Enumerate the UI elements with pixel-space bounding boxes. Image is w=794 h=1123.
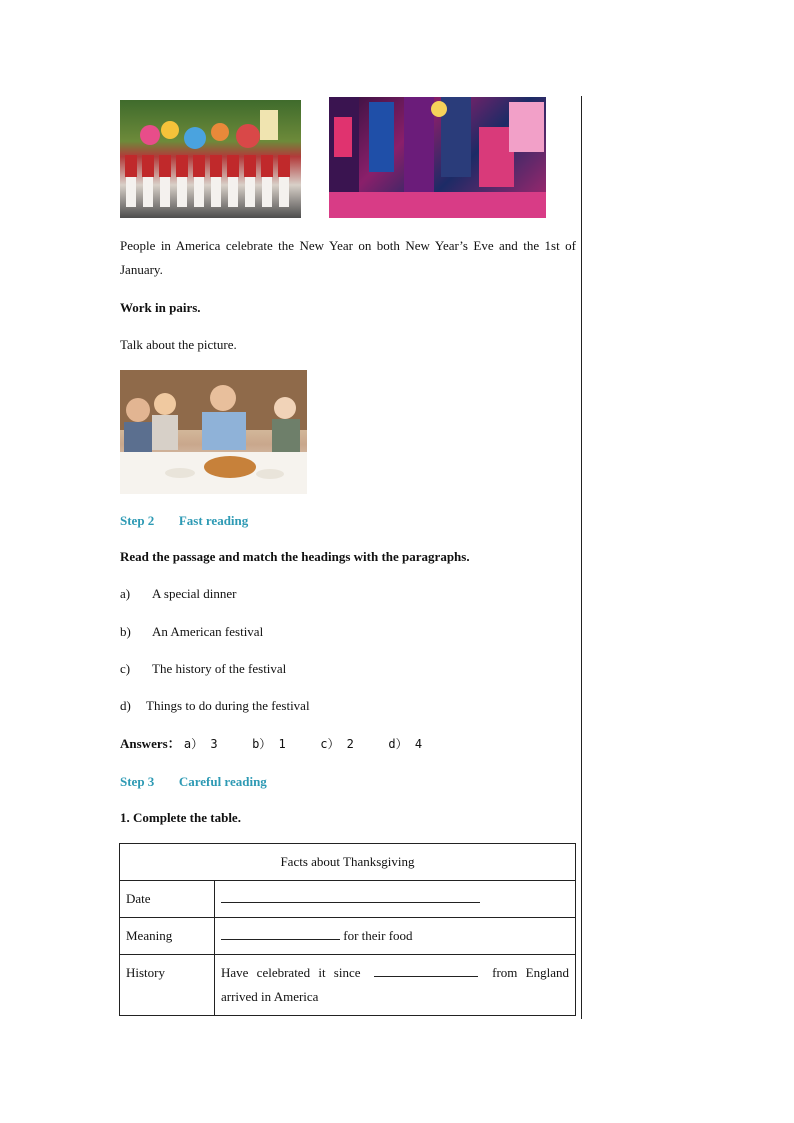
history-suffix: from England	[492, 965, 569, 980]
match-instruction: Read the passage and match the headings with the paragraphs.	[120, 549, 470, 564]
table-row	[120, 918, 576, 955]
complete-table-task: 1. Complete the table.	[120, 810, 241, 825]
step3-label: Step 3	[120, 774, 155, 789]
date-answer-cell	[215, 881, 576, 918]
heading-item-c	[120, 657, 287, 681]
answer-b: b） 1	[252, 737, 286, 751]
family-dinner-photo	[120, 370, 307, 494]
step3-heading	[120, 774, 267, 790]
page-right-border	[581, 96, 582, 1019]
table-row	[120, 844, 576, 881]
heading-item-a	[120, 582, 237, 606]
history-answer-cell	[215, 955, 576, 1016]
answer-a: a） 3	[183, 737, 218, 751]
step2-title: Fast reading	[178, 513, 249, 528]
meaning-suffix: for their food	[343, 928, 413, 943]
heading-letter: b)	[120, 624, 131, 639]
history-prefix: Have celebrated it since	[221, 965, 361, 980]
answers-line	[120, 732, 422, 756]
heading-item-b	[120, 620, 264, 644]
intro-paragraph: People in America celebrate the New Year on both New Year’s Eve and the 1st of January.	[120, 238, 576, 277]
row-label-date: Date	[120, 881, 215, 918]
history-blank[interactable]	[374, 962, 478, 977]
times-square-photo	[329, 97, 546, 218]
step2-label: Step 2	[120, 513, 155, 528]
answers-label: Answers：	[120, 736, 181, 751]
answer-c: c） 2	[320, 737, 354, 751]
table-row	[120, 881, 576, 918]
step3-title: Careful reading	[178, 774, 267, 789]
heading-letter: a)	[120, 586, 131, 601]
heading-text: Things to do during the festival	[146, 698, 310, 713]
table-title: Facts about Thanksgiving	[120, 844, 576, 881]
heading-letter: c)	[120, 661, 131, 676]
history-line2: arrived in America	[221, 989, 319, 1004]
heading-text: An American festival	[152, 624, 264, 639]
heading-item-d	[120, 694, 310, 718]
answer-d: d） 4	[388, 737, 423, 751]
step2-heading	[120, 513, 248, 529]
meaning-blank[interactable]	[221, 925, 340, 940]
facts-table	[119, 843, 576, 1016]
heading-text: A special dinner	[152, 586, 237, 601]
date-blank[interactable]	[221, 888, 480, 903]
row-label-meaning: Meaning	[120, 918, 215, 955]
table-row	[120, 955, 576, 1016]
meaning-answer-cell	[215, 918, 576, 955]
row-label-history: History	[120, 955, 215, 1016]
heading-text: The history of the festival	[152, 661, 287, 676]
heading-letter: d)	[120, 698, 131, 713]
parade-photo	[120, 100, 301, 218]
talk-about-instruction: Talk about the picture.	[120, 337, 237, 352]
work-in-pairs-heading: Work in pairs.	[120, 300, 201, 315]
